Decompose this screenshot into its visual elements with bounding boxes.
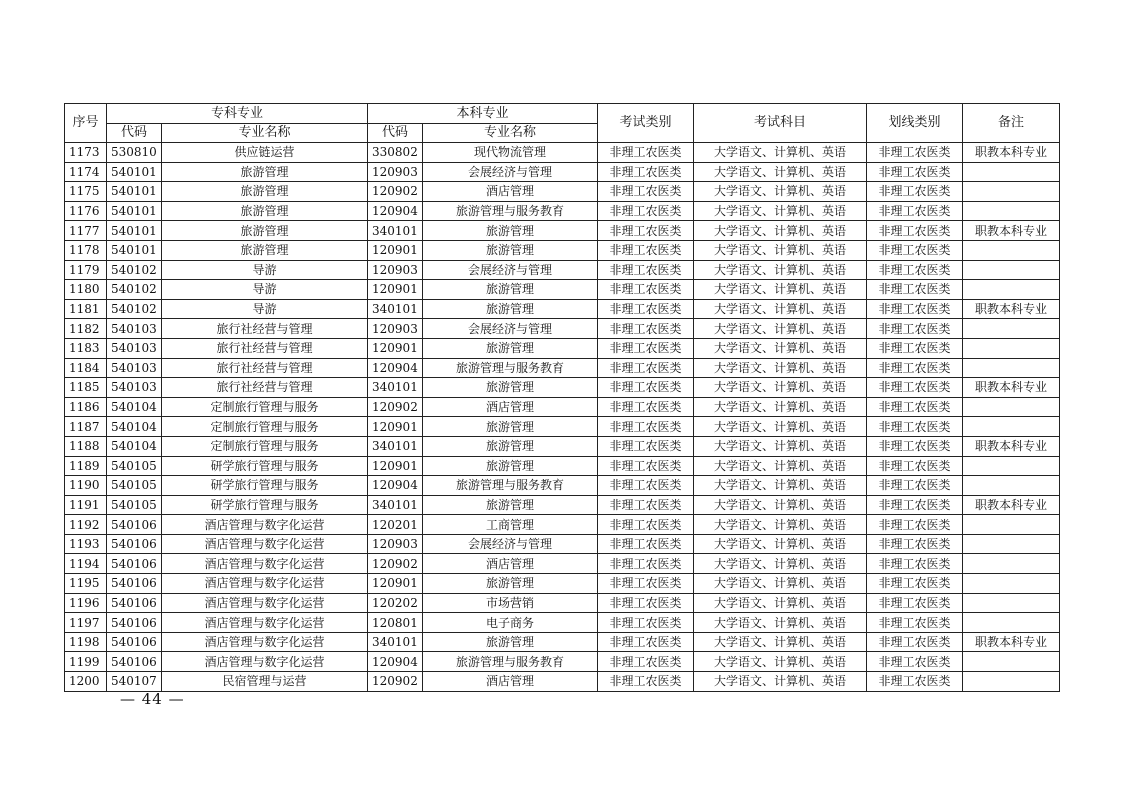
cell-exam-type: 非理工农医类	[598, 652, 694, 672]
cell-seq: 1198	[65, 632, 107, 652]
header-exam-subjects: 考试科目	[694, 104, 867, 143]
header-zhuanke-name: 专业名称	[162, 124, 368, 143]
cell-seq: 1196	[65, 593, 107, 613]
cell-benke-name: 旅游管理	[423, 632, 598, 652]
cell-exam-type: 非理工农医类	[598, 280, 694, 300]
cell-remarks: 职教本科专业	[963, 221, 1060, 241]
cell-remarks	[963, 182, 1060, 202]
header-exam-type: 考试类别	[598, 104, 694, 143]
cell-cutoff-type: 非理工农医类	[867, 240, 963, 260]
cell-exam-type: 非理工农医类	[598, 476, 694, 496]
cell-remarks	[963, 397, 1060, 417]
cell-exam-subjects: 大学语文、计算机、英语	[694, 358, 867, 378]
table-row	[65, 652, 1060, 672]
cell-remarks	[963, 201, 1060, 221]
cell-exam-subjects: 大学语文、计算机、英语	[694, 456, 867, 476]
cell-zhuanke-name: 旅游管理	[162, 221, 368, 241]
cell-exam-type: 非理工农医类	[598, 554, 694, 574]
cell-cutoff-type: 非理工农医类	[867, 672, 963, 692]
cell-exam-type: 非理工农医类	[598, 319, 694, 339]
cell-zhuanke-code: 540105	[107, 476, 162, 496]
cell-cutoff-type: 非理工农医类	[867, 652, 963, 672]
cell-remarks	[963, 593, 1060, 613]
cell-zhuanke-code: 530810	[107, 143, 162, 163]
cell-zhuanke-code: 540107	[107, 672, 162, 692]
cell-cutoff-type: 非理工农医类	[867, 632, 963, 652]
cell-zhuanke-code: 540102	[107, 280, 162, 300]
cell-seq: 1177	[65, 221, 107, 241]
cell-zhuanke-name: 酒店管理与数字化运营	[162, 574, 368, 594]
cell-zhuanke-name: 研学旅行管理与服务	[162, 476, 368, 496]
cell-zhuanke-name: 导游	[162, 260, 368, 280]
cell-exam-subjects: 大学语文、计算机、英语	[694, 554, 867, 574]
cell-remarks	[963, 652, 1060, 672]
cell-benke-name: 电子商务	[423, 613, 598, 633]
cell-remarks	[963, 613, 1060, 633]
cell-exam-type: 非理工农医类	[598, 143, 694, 163]
cell-benke-code: 340101	[368, 436, 423, 456]
cell-benke-code: 340101	[368, 299, 423, 319]
cell-exam-subjects: 大学语文、计算机、英语	[694, 260, 867, 280]
cell-remarks	[963, 280, 1060, 300]
cell-zhuanke-name: 定制旅行管理与服务	[162, 436, 368, 456]
cell-cutoff-type: 非理工农医类	[867, 221, 963, 241]
cell-exam-type: 非理工农医类	[598, 534, 694, 554]
cell-remarks	[963, 260, 1060, 280]
cell-cutoff-type: 非理工农医类	[867, 201, 963, 221]
cell-benke-code: 120903	[368, 534, 423, 554]
cell-benke-name: 旅游管理	[423, 378, 598, 398]
cell-exam-subjects: 大学语文、计算机、英语	[694, 397, 867, 417]
cell-seq: 1175	[65, 182, 107, 202]
table-row	[65, 201, 1060, 221]
cell-seq: 1188	[65, 436, 107, 456]
cell-zhuanke-code: 540101	[107, 201, 162, 221]
cell-exam-subjects: 大学语文、计算机、英语	[694, 476, 867, 496]
cell-benke-code: 340101	[368, 378, 423, 398]
cell-seq: 1179	[65, 260, 107, 280]
cell-cutoff-type: 非理工农医类	[867, 417, 963, 437]
cell-remarks	[963, 574, 1060, 594]
cell-exam-subjects: 大学语文、计算机、英语	[694, 378, 867, 398]
cell-seq: 1184	[65, 358, 107, 378]
cell-zhuanke-name: 研学旅行管理与服务	[162, 456, 368, 476]
table-row	[65, 260, 1060, 280]
cell-zhuanke-name: 酒店管理与数字化运营	[162, 554, 368, 574]
table-row	[65, 358, 1060, 378]
table-row	[65, 515, 1060, 535]
cell-benke-code: 120202	[368, 593, 423, 613]
table-row	[65, 299, 1060, 319]
cell-exam-type: 非理工农医类	[598, 632, 694, 652]
cell-benke-code: 120902	[368, 182, 423, 202]
cell-seq: 1180	[65, 280, 107, 300]
cell-seq: 1187	[65, 417, 107, 437]
cell-zhuanke-code: 540104	[107, 397, 162, 417]
cell-benke-name: 酒店管理	[423, 672, 598, 692]
cell-benke-name: 会展经济与管理	[423, 534, 598, 554]
cell-cutoff-type: 非理工农医类	[867, 397, 963, 417]
cell-zhuanke-name: 研学旅行管理与服务	[162, 495, 368, 515]
cell-zhuanke-name: 民宿管理与运营	[162, 672, 368, 692]
cell-exam-type: 非理工农医类	[598, 221, 694, 241]
cell-zhuanke-code: 540104	[107, 417, 162, 437]
cell-benke-code: 120903	[368, 319, 423, 339]
cell-benke-code: 120901	[368, 574, 423, 594]
cell-exam-subjects: 大学语文、计算机、英语	[694, 632, 867, 652]
table-row	[65, 456, 1060, 476]
cell-remarks: 职教本科专业	[963, 495, 1060, 515]
cell-remarks: 职教本科专业	[963, 143, 1060, 163]
cell-zhuanke-code: 540101	[107, 182, 162, 202]
cell-cutoff-type: 非理工农医类	[867, 319, 963, 339]
cell-zhuanke-name: 旅行社经营与管理	[162, 358, 368, 378]
cell-zhuanke-code: 540105	[107, 456, 162, 476]
table-row	[65, 534, 1060, 554]
cell-cutoff-type: 非理工农医类	[867, 574, 963, 594]
cell-zhuanke-code: 540102	[107, 260, 162, 280]
cell-zhuanke-code: 540106	[107, 632, 162, 652]
cell-seq: 1186	[65, 397, 107, 417]
cell-remarks	[963, 162, 1060, 182]
cell-exam-subjects: 大学语文、计算机、英语	[694, 613, 867, 633]
cell-exam-subjects: 大学语文、计算机、英语	[694, 280, 867, 300]
cell-zhuanke-code: 540105	[107, 495, 162, 515]
cell-exam-subjects: 大学语文、计算机、英语	[694, 299, 867, 319]
cell-benke-name: 市场营销	[423, 593, 598, 613]
cell-zhuanke-code: 540106	[107, 593, 162, 613]
cell-zhuanke-name: 酒店管理与数字化运营	[162, 515, 368, 535]
cell-exam-subjects: 大学语文、计算机、英语	[694, 417, 867, 437]
table-row	[65, 378, 1060, 398]
header-benke-name: 专业名称	[423, 124, 598, 143]
cell-exam-type: 非理工农医类	[598, 456, 694, 476]
cell-benke-name: 旅游管理	[423, 240, 598, 260]
cell-cutoff-type: 非理工农医类	[867, 143, 963, 163]
cell-exam-type: 非理工农医类	[598, 201, 694, 221]
cell-zhuanke-name: 供应链运营	[162, 143, 368, 163]
cell-exam-subjects: 大学语文、计算机、英语	[694, 201, 867, 221]
cell-remarks	[963, 672, 1060, 692]
cell-cutoff-type: 非理工农医类	[867, 378, 963, 398]
cell-benke-name: 现代物流管理	[423, 143, 598, 163]
cell-remarks	[963, 417, 1060, 437]
cell-remarks	[963, 319, 1060, 339]
cell-benke-code: 120902	[368, 397, 423, 417]
cell-seq: 1191	[65, 495, 107, 515]
cell-exam-subjects: 大学语文、计算机、英语	[694, 221, 867, 241]
cell-benke-code: 120902	[368, 554, 423, 574]
cell-zhuanke-code: 540101	[107, 221, 162, 241]
cell-zhuanke-code: 540106	[107, 534, 162, 554]
cell-benke-code: 120903	[368, 162, 423, 182]
header-zhuanke-major: 专科专业	[107, 104, 368, 124]
cell-zhuanke-name: 定制旅行管理与服务	[162, 417, 368, 437]
cell-benke-code: 330802	[368, 143, 423, 163]
cell-exam-subjects: 大学语文、计算机、英语	[694, 240, 867, 260]
cell-benke-name: 会展经济与管理	[423, 260, 598, 280]
cell-benke-code: 340101	[368, 221, 423, 241]
cell-zhuanke-code: 540106	[107, 515, 162, 535]
cell-cutoff-type: 非理工农医类	[867, 260, 963, 280]
cell-cutoff-type: 非理工农医类	[867, 593, 963, 613]
cell-exam-type: 非理工农医类	[598, 162, 694, 182]
cell-zhuanke-name: 旅行社经营与管理	[162, 319, 368, 339]
cell-exam-subjects: 大学语文、计算机、英语	[694, 574, 867, 594]
cell-exam-type: 非理工农医类	[598, 240, 694, 260]
cell-exam-type: 非理工农医类	[598, 378, 694, 398]
cell-zhuanke-name: 旅行社经营与管理	[162, 338, 368, 358]
cell-benke-name: 旅游管理	[423, 280, 598, 300]
cell-cutoff-type: 非理工农医类	[867, 456, 963, 476]
cell-seq: 1189	[65, 456, 107, 476]
cell-cutoff-type: 非理工农医类	[867, 515, 963, 535]
cell-benke-code: 120201	[368, 515, 423, 535]
cell-remarks	[963, 240, 1060, 260]
cell-exam-type: 非理工农医类	[598, 417, 694, 437]
cell-benke-name: 会展经济与管理	[423, 162, 598, 182]
cell-exam-type: 非理工农医类	[598, 495, 694, 515]
cell-exam-type: 非理工农医类	[598, 182, 694, 202]
cell-exam-subjects: 大学语文、计算机、英语	[694, 515, 867, 535]
header-benke-code: 代码	[368, 124, 423, 143]
cell-benke-code: 120904	[368, 358, 423, 378]
cell-zhuanke-code: 540103	[107, 378, 162, 398]
cell-benke-name: 旅游管理	[423, 299, 598, 319]
table-row	[65, 554, 1060, 574]
cell-exam-subjects: 大学语文、计算机、英语	[694, 338, 867, 358]
table-row	[65, 476, 1060, 496]
cell-cutoff-type: 非理工农医类	[867, 436, 963, 456]
cell-zhuanke-name: 旅游管理	[162, 240, 368, 260]
cell-seq: 1195	[65, 574, 107, 594]
cell-seq: 1192	[65, 515, 107, 535]
cell-seq: 1193	[65, 534, 107, 554]
cell-benke-name: 旅游管理	[423, 338, 598, 358]
cell-benke-code: 120901	[368, 280, 423, 300]
cell-zhuanke-name: 酒店管理与数字化运营	[162, 534, 368, 554]
cell-benke-name: 会展经济与管理	[423, 319, 598, 339]
cell-remarks: 职教本科专业	[963, 436, 1060, 456]
cell-exam-type: 非理工农医类	[598, 593, 694, 613]
cell-cutoff-type: 非理工农医类	[867, 182, 963, 202]
cell-benke-name: 旅游管理与服务教育	[423, 652, 598, 672]
cell-zhuanke-code: 540104	[107, 436, 162, 456]
header-remarks: 备注	[963, 104, 1060, 143]
cell-exam-type: 非理工农医类	[598, 397, 694, 417]
table-row	[65, 593, 1060, 613]
cell-benke-name: 旅游管理与服务教育	[423, 476, 598, 496]
cell-benke-code: 120901	[368, 456, 423, 476]
table-row	[65, 436, 1060, 456]
table-row	[65, 338, 1060, 358]
cell-benke-name: 旅游管理	[423, 221, 598, 241]
cell-exam-subjects: 大学语文、计算机、英语	[694, 672, 867, 692]
cell-cutoff-type: 非理工农医类	[867, 613, 963, 633]
cell-benke-code: 120903	[368, 260, 423, 280]
cell-exam-subjects: 大学语文、计算机、英语	[694, 143, 867, 163]
table-row	[65, 632, 1060, 652]
cell-exam-type: 非理工农医类	[598, 574, 694, 594]
cell-seq: 1190	[65, 476, 107, 496]
header-cutoff-type: 划线类别	[867, 104, 963, 143]
cell-zhuanke-code: 540101	[107, 240, 162, 260]
cell-remarks	[963, 534, 1060, 554]
header-seq: 序号	[65, 104, 107, 143]
cell-exam-type: 非理工农医类	[598, 672, 694, 692]
table-row	[65, 280, 1060, 300]
cell-benke-name: 旅游管理与服务教育	[423, 358, 598, 378]
admission-table	[64, 103, 1060, 692]
cell-benke-code: 120901	[368, 417, 423, 437]
cell-zhuanke-name: 酒店管理与数字化运营	[162, 652, 368, 672]
cell-cutoff-type: 非理工农医类	[867, 476, 963, 496]
cell-benke-name: 旅游管理与服务教育	[423, 201, 598, 221]
cell-remarks: 职教本科专业	[963, 632, 1060, 652]
cell-cutoff-type: 非理工农医类	[867, 162, 963, 182]
cell-zhuanke-code: 540103	[107, 319, 162, 339]
cell-zhuanke-code: 540106	[107, 613, 162, 633]
cell-zhuanke-name: 导游	[162, 299, 368, 319]
cell-seq: 1176	[65, 201, 107, 221]
table-body	[65, 143, 1060, 692]
table-row	[65, 613, 1060, 633]
cell-seq: 1185	[65, 378, 107, 398]
table-row	[65, 162, 1060, 182]
cell-zhuanke-code: 540106	[107, 554, 162, 574]
cell-exam-subjects: 大学语文、计算机、英语	[694, 182, 867, 202]
cell-benke-code: 120904	[368, 476, 423, 496]
cell-benke-name: 旅游管理	[423, 456, 598, 476]
cell-seq: 1174	[65, 162, 107, 182]
table-row	[65, 574, 1060, 594]
cell-remarks	[963, 554, 1060, 574]
cell-exam-subjects: 大学语文、计算机、英语	[694, 534, 867, 554]
cell-exam-subjects: 大学语文、计算机、英语	[694, 162, 867, 182]
cell-seq: 1178	[65, 240, 107, 260]
cell-cutoff-type: 非理工农医类	[867, 534, 963, 554]
cell-benke-name: 酒店管理	[423, 397, 598, 417]
cell-zhuanke-name: 旅游管理	[162, 201, 368, 221]
cell-exam-type: 非理工农医类	[598, 299, 694, 319]
cell-benke-name: 旅游管理	[423, 436, 598, 456]
cell-exam-type: 非理工农医类	[598, 260, 694, 280]
cell-exam-subjects: 大学语文、计算机、英语	[694, 652, 867, 672]
page-number: — 44 —	[120, 690, 185, 708]
cell-cutoff-type: 非理工农医类	[867, 338, 963, 358]
cell-benke-name: 旅游管理	[423, 574, 598, 594]
cell-zhuanke-name: 酒店管理与数字化运营	[162, 613, 368, 633]
cell-seq: 1182	[65, 319, 107, 339]
cell-cutoff-type: 非理工农医类	[867, 299, 963, 319]
table-row	[65, 221, 1060, 241]
cell-benke-name: 酒店管理	[423, 554, 598, 574]
cell-exam-type: 非理工农医类	[598, 613, 694, 633]
cell-exam-subjects: 大学语文、计算机、英语	[694, 495, 867, 515]
cell-zhuanke-code: 540106	[107, 574, 162, 594]
cell-seq: 1197	[65, 613, 107, 633]
cell-zhuanke-code: 540106	[107, 652, 162, 672]
cell-zhuanke-name: 导游	[162, 280, 368, 300]
cell-exam-subjects: 大学语文、计算机、英语	[694, 593, 867, 613]
cell-exam-type: 非理工农医类	[598, 338, 694, 358]
cell-seq: 1183	[65, 338, 107, 358]
cell-cutoff-type: 非理工农医类	[867, 358, 963, 378]
cell-remarks: 职教本科专业	[963, 378, 1060, 398]
cell-remarks	[963, 338, 1060, 358]
cell-benke-code: 120904	[368, 201, 423, 221]
table-row	[65, 495, 1060, 515]
cell-benke-code: 120901	[368, 240, 423, 260]
cell-benke-name: 旅游管理	[423, 417, 598, 437]
cell-remarks	[963, 476, 1060, 496]
table-row	[65, 672, 1060, 692]
table-row	[65, 240, 1060, 260]
cell-zhuanke-code: 540101	[107, 162, 162, 182]
cell-benke-name: 酒店管理	[423, 182, 598, 202]
cell-seq: 1173	[65, 143, 107, 163]
cell-exam-type: 非理工农医类	[598, 436, 694, 456]
cell-exam-subjects: 大学语文、计算机、英语	[694, 436, 867, 456]
cell-cutoff-type: 非理工农医类	[867, 280, 963, 300]
cell-exam-type: 非理工农医类	[598, 515, 694, 535]
cell-benke-code: 120904	[368, 652, 423, 672]
cell-benke-code: 340101	[368, 495, 423, 515]
cell-benke-name: 工商管理	[423, 515, 598, 535]
table-row	[65, 397, 1060, 417]
cell-zhuanke-name: 旅行社经营与管理	[162, 378, 368, 398]
cell-zhuanke-code: 540103	[107, 358, 162, 378]
table-row	[65, 417, 1060, 437]
cell-seq: 1199	[65, 652, 107, 672]
cell-seq: 1200	[65, 672, 107, 692]
header-benke-major: 本科专业	[368, 104, 598, 124]
cell-seq: 1181	[65, 299, 107, 319]
cell-benke-code: 120902	[368, 672, 423, 692]
cell-exam-subjects: 大学语文、计算机、英语	[694, 319, 867, 339]
cell-zhuanke-name: 酒店管理与数字化运营	[162, 632, 368, 652]
cell-zhuanke-name: 酒店管理与数字化运营	[162, 593, 368, 613]
cell-benke-name: 旅游管理	[423, 495, 598, 515]
cell-benke-code: 340101	[368, 632, 423, 652]
cell-zhuanke-code: 540102	[107, 299, 162, 319]
header-zhuanke-code: 代码	[107, 124, 162, 143]
cell-cutoff-type: 非理工农医类	[867, 495, 963, 515]
cell-benke-code: 120901	[368, 338, 423, 358]
table-row	[65, 182, 1060, 202]
cell-remarks	[963, 358, 1060, 378]
cell-benke-code: 120801	[368, 613, 423, 633]
table-row	[65, 319, 1060, 339]
table-row	[65, 143, 1060, 163]
cell-cutoff-type: 非理工农医类	[867, 554, 963, 574]
cell-exam-type: 非理工农医类	[598, 358, 694, 378]
cell-seq: 1194	[65, 554, 107, 574]
cell-zhuanke-code: 540103	[107, 338, 162, 358]
cell-zhuanke-name: 旅游管理	[162, 162, 368, 182]
cell-remarks	[963, 515, 1060, 535]
cell-zhuanke-name: 旅游管理	[162, 182, 368, 202]
cell-remarks: 职教本科专业	[963, 299, 1060, 319]
cell-zhuanke-name: 定制旅行管理与服务	[162, 397, 368, 417]
cell-remarks	[963, 456, 1060, 476]
